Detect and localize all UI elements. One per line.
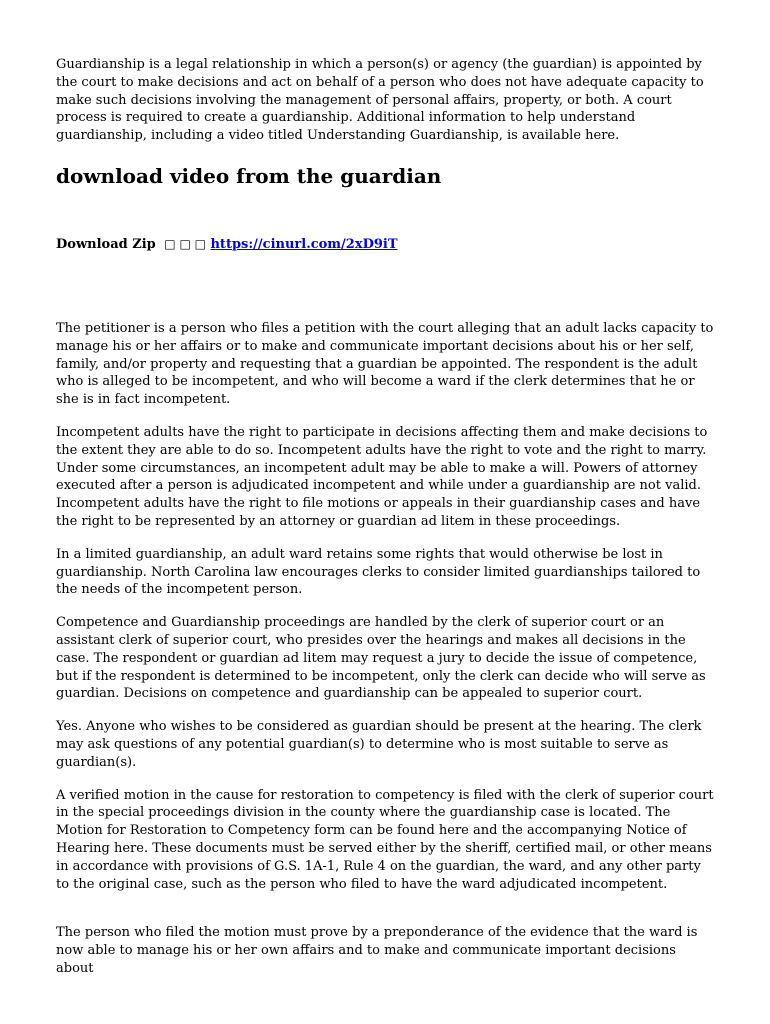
document-page bbox=[56, 56, 716, 993]
download-label: Download Zip bbox=[56, 236, 156, 252]
paragraph: Yes. Anyone who wishes to be considered as guardian should be present at the hearing. The clerk may ask questions of any potential guardian(s) to determine who is most suitable to serve as guardian(s). bbox=[56, 719, 702, 770]
page-title: download video from the guardian bbox=[56, 163, 442, 188]
download-link[interactable]: https://cinurl.com/2xD9iT bbox=[210, 236, 398, 252]
paragraph: Incompetent adults have the right to participate in decisions affecting them and make decisions to the extent they are able to do so. Incompetent adults have the right to vote and the right to marry. Under some circumstances, an incompetent adult may be able to make a will. Powers of attorney executed after a person is adjudicated incompetent and while under a guardianship are not valid. Incompetent adults have the right to file motions or appeals in their guardianship cases and have the right to be represented by an attorney or guardian ad litem in these proceedings. bbox=[56, 424, 708, 529]
paragraph: The petitioner is a person who files a petition with the court alleging that an adult lacks capacity to manage his or her affairs or to make and communicate important decisions about his or her self, family, and/or property and requesting that a guardian be appointed. The respondent is the adult who is alleged to be incompetent, and who will become a ward if the clerk determines that he or she is in fact incompetent. bbox=[56, 320, 714, 408]
paragraph: In a limited guardianship, an adult ward retains some rights that would otherwise be lost in guardianship. North Carolina law encourages clerks to consider limited guardianships tailored to the needs of the incompetent person. bbox=[56, 546, 701, 598]
paragraph: A verified motion in the cause for restoration to competency is filed with the clerk of superior court in the special proceedings division in the county where the guardianship case is located. The Motion for Restoration to Competency form can be found here and the accompanying Notice of Hearing here. These documents must be served either by the sheriff, certified mail, or other means in accordance with provisions of G.S. 1A-1, Rule 4 on the guardian, the ward, and any other party to the original case, such as the person who filed to have the ward adjudicated incompetent. bbox=[56, 787, 714, 892]
download-line bbox=[56, 235, 716, 254]
paragraph: The person who filed the motion must prove by a preponderance of the evidence that the ward is now able to manage his or her own affairs and to make and communicate important decisions about bbox=[56, 925, 698, 976]
intro-paragraph: Guardianship is a legal relationship in which a person(s) or agency (the guardian) is appointed by the court to make decisions and act on behalf of a person who does not have adequate capacity to make such decisions involving the management of personal affairs, property, or both. A court process is required to create a guardianship. Additional information to help understand guardianship, including a video titled Understanding Guardianship, is available here. bbox=[56, 57, 704, 144]
missing-glyph-icon: □ □ □ bbox=[164, 236, 206, 251]
body-content bbox=[56, 320, 716, 978]
paragraph: Competence and Guardianship proceedings are handled by the clerk of superior court or an assistant clerk of superior court, who presides over the hearings and makes all decisions in the case. The respondent or guardian ad litem may request a jury to decide the issue of competence, but if the respondent is determined to be incompetent, only the clerk can decide who will serve as guardian. Decisions on competence and guardianship can be appealed to superior court. bbox=[56, 615, 706, 702]
